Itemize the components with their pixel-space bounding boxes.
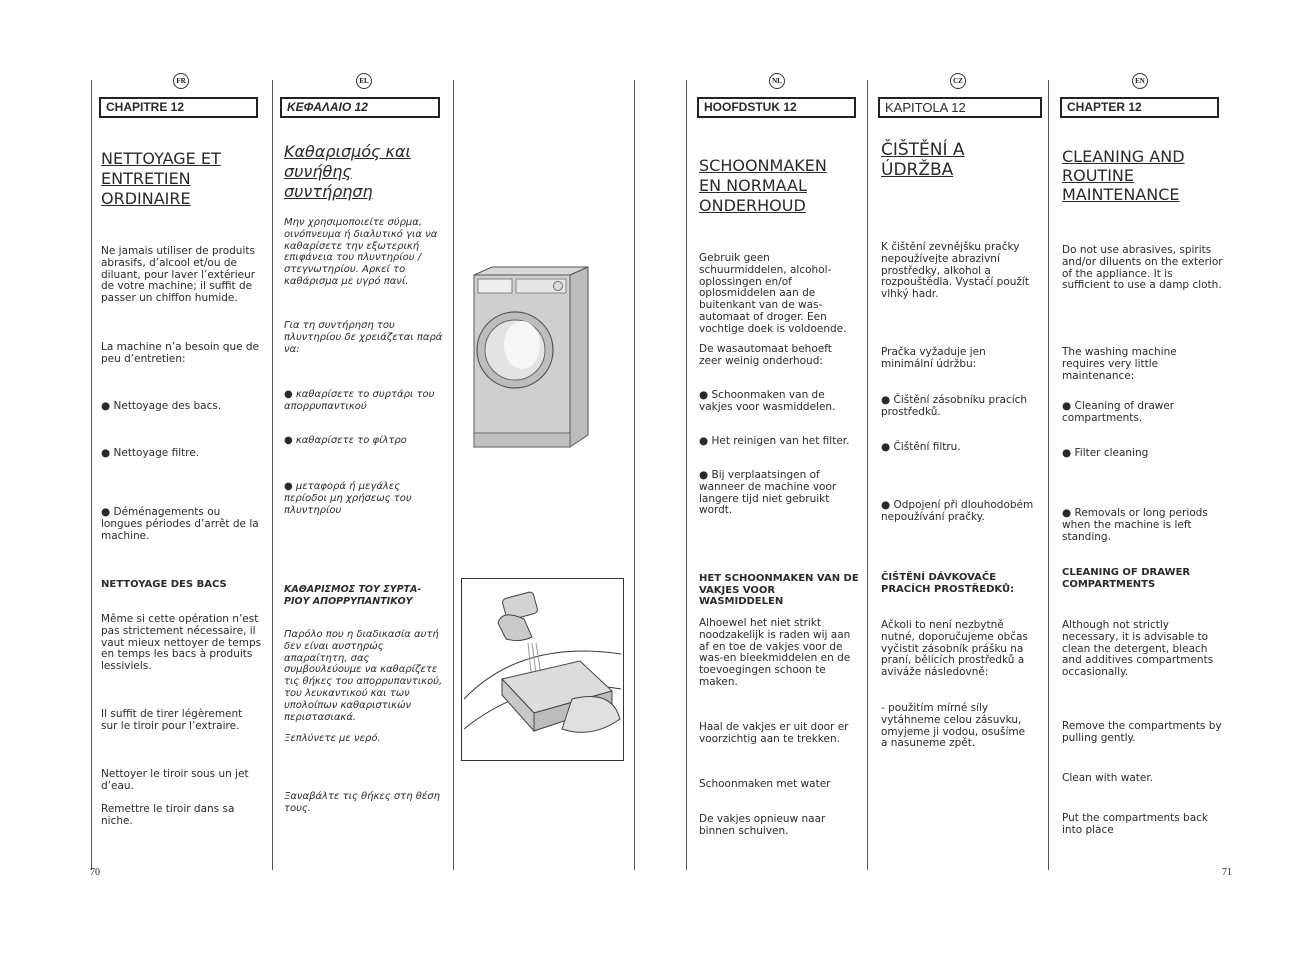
paragraph: Μην χρησιμοποιείτε σύρμα, οινόπνευμα ή διαλυτικό για να καθαρίσετε την εξωτερική επιφάνεια του πλυντηρίου / στεγνωτηρίου. Αρκεί το καθάρισμα με υγρό πανί. [284, 217, 438, 287]
subheading: ΚΑΘΑΡΙΣΜΟΣ ΤΟΥ ΣΥΡΤΑ-ΡΙΟΥ ΑΠΟΡΡΥΠΑΝΤΙΚΟΥ [284, 584, 422, 607]
subheading: ČIŠTĚNÍ DÁVKOVAČE PRACÍCH PROSTŘEDKŮ: [881, 572, 1015, 595]
section-title: SCHOONMAKEN EN NORMAAL ONDERHOUD [699, 156, 827, 215]
chapter-heading-cz: KAPITOLA 12 [878, 97, 1042, 118]
paragraph: Remettre le tiroir dans sa niche. [101, 803, 235, 827]
section-title: ČIŠTĚNÍ A ÚDRŽBA [881, 140, 965, 180]
page-number-left: 70 [90, 867, 100, 878]
paragraph: De wasautomaat behoeft zeer weinig onderhoud: [699, 343, 832, 367]
paragraph: Pračka vyžaduje jen minimální údržbu: [881, 346, 986, 370]
subheading: CLEANING OF DRAWER COMPARTMENTS [1062, 567, 1191, 590]
paragraph: Put the compartments back into place [1062, 812, 1209, 836]
bullet-item: ● Čištění zásobníku pracích prostředků. [881, 395, 1039, 419]
language-badge-cz: CZ [950, 73, 966, 89]
language-badge-en: EN [1132, 73, 1148, 89]
bullet-item: ● Čištění filtru. [881, 442, 1039, 454]
washing-machine-icon [470, 265, 590, 450]
bullet-item: ● Bij verplaatsingen of wanneer de machine voor langere tijd niet gebruikt wordt. [699, 470, 849, 517]
paragraph: Il suffit de tirer légèrement sur le tiroir pour l’extraire. [101, 708, 243, 732]
column-divider [272, 80, 273, 870]
column-divider [91, 80, 92, 870]
section-title: CLEANING AND ROUTINE MAINTENANCE [1062, 147, 1185, 204]
paragraph: Alhoewel het niet strikt noodzakelijk is raden wij aan af en toe de vakjes voor de was-en bleekmiddelen en de toevoegingen schoon te maken. [699, 617, 851, 688]
washing-machine-illustration [470, 265, 590, 450]
language-badge-fr: FR [173, 73, 189, 89]
language-badge-nl: NL [769, 73, 785, 89]
column-divider [686, 80, 687, 870]
paragraph: Ξεπλύνετε με νερό. [284, 733, 381, 744]
column-divider [867, 80, 868, 870]
language-badge-el: EL [356, 73, 372, 89]
paragraph: Même si cette opération n’est pas strictement nécessaire, il vaut mieux nettoyer de temps en temps les bacs à produits lessiviels. [101, 613, 262, 673]
bullet-item: ● μεταφορά ή μεγάλες περίοδοι μη χρήσεως του πλυντηρίου [284, 481, 446, 516]
chapter-heading-el: ΚΕΦΑΛΑΙΟ 12 [280, 97, 440, 118]
bullet-item: ● Filter cleaning [1062, 448, 1224, 460]
subheading: NETTOYAGE DES BACS [101, 579, 227, 590]
paragraph: K čištění zevnějšku pračky nepoužívejte abrazivní prostředky, alkohol a rozpouštědla. Vystačí použít vlhký hadr. [881, 241, 1029, 301]
subheading: HET SCHOONMAKEN VAN DE VAKJES VOOR WASMIDDELEN [699, 573, 859, 607]
paragraph: Clean with water. [1062, 772, 1154, 784]
paragraph: Do not use abrasives, spirits and/or diluents on the exterior of the appliance. It is sufficient to use a damp cloth. [1062, 244, 1223, 292]
paragraph: - použitím mírné síly vytáhneme celou zásuvku, omyjeme ji vodou, osušíme a nasuneme zpět. [881, 702, 1026, 750]
paragraph: Ξαναβάλτε τις θήκες στη θέση τους. [284, 791, 440, 814]
bullet-item: ● Removals or long periods when the machine is left standing. [1062, 508, 1222, 543]
paragraph: Haal de vakjes er uit door er voorzichtig aan te trekken. [699, 721, 849, 745]
drawer-cleaning-illustration [461, 578, 624, 761]
bullet-item: ● Cleaning of drawer compartments. [1062, 401, 1202, 425]
chapter-heading-fr: CHAPITRE 12 [99, 97, 258, 118]
paragraph: The washing machine requires very little maintenance: [1062, 346, 1177, 382]
paragraph: Gebruik geen schuurmiddelen, alcohol-oplossingen en/of oplosmiddelen aan de buitenkant van de was-automaat of droger. Een vochtige doek is voldoende. [699, 252, 847, 335]
paragraph: Για τη συντήρηση του πλυντηρίου δε χρειάζεται παρά να: [284, 320, 443, 355]
faucet-and-drawer-icon [462, 579, 623, 760]
bullet-item: ● Het reinigen van het filter. [699, 436, 859, 448]
section-title: NETTOYAGE ET ENTRETIEN ORDINAIRE [101, 149, 221, 208]
bullet-item: ● καθαρίσετε το συρτάρι του απορρυπαντικού [284, 389, 444, 413]
bullet-item: ● Déménagements ou longues périodes d’arrêt de la machine. [101, 507, 259, 542]
paragraph: De vakjes opnieuw naar binnen schuiven. [699, 813, 826, 837]
chapter-heading-nl: HOOFDSTUK 12 [697, 97, 856, 118]
column-divider [634, 80, 635, 870]
paragraph: Παρόλο που η διαδικασία αυτή δεν είναι αυστηρώς απαραίτητη, σας συμβουλεύουμε να καθαρίζετε τις θήκες του απορρυπαντικού, του λευκαντικού και των υπολοίπων καθαριστικών περιστασιακά. [284, 629, 443, 723]
paragraph: Ne jamais utiliser de produits abrasifs, d’alcool et/ou de diluant, pour laver l’extérieur de votre machine; il suffit de passer un chiffon humide. [101, 245, 256, 305]
bullet-item: ● καθαρίσετε το φίλτρο [284, 435, 444, 447]
chapter-heading-en: CHAPTER 12 [1060, 97, 1219, 118]
section-title: Καθαρισμός και συνήθης συντήρηση [284, 142, 411, 201]
column-divider [1048, 80, 1049, 870]
paragraph: Ačkoli to není nezbytně nutné, doporučujeme občas vyčistit zásobník prášku na praní, bělících prostředků a aviváže následovně: [881, 619, 1028, 679]
paragraph: Schoonmaken met water [699, 778, 831, 790]
paragraph: Nettoyer le tiroir sous un jet d’eau. [101, 768, 249, 792]
paragraph: Remove the compartments by pulling gently. [1062, 720, 1222, 744]
bullet-item: ● Nettoyage filtre. [101, 448, 263, 460]
paragraph: La machine n’a besoin que de peu d’entretien: [101, 341, 260, 365]
paragraph: Although not strictly necessary, it is advisable to clean the detergent, bleach and additives compartments occasionally. [1062, 619, 1214, 679]
page-number-right: 71 [1222, 867, 1232, 878]
bullet-item: ● Schoonmaken van de vakjes voor wasmiddelen. [699, 390, 849, 414]
bullet-item: ● Odpojení při dlouhodobém nepoužívání pračky. [881, 500, 1037, 524]
bullet-item: ● Nettoyage des bacs. [101, 401, 263, 413]
column-divider [453, 80, 454, 870]
